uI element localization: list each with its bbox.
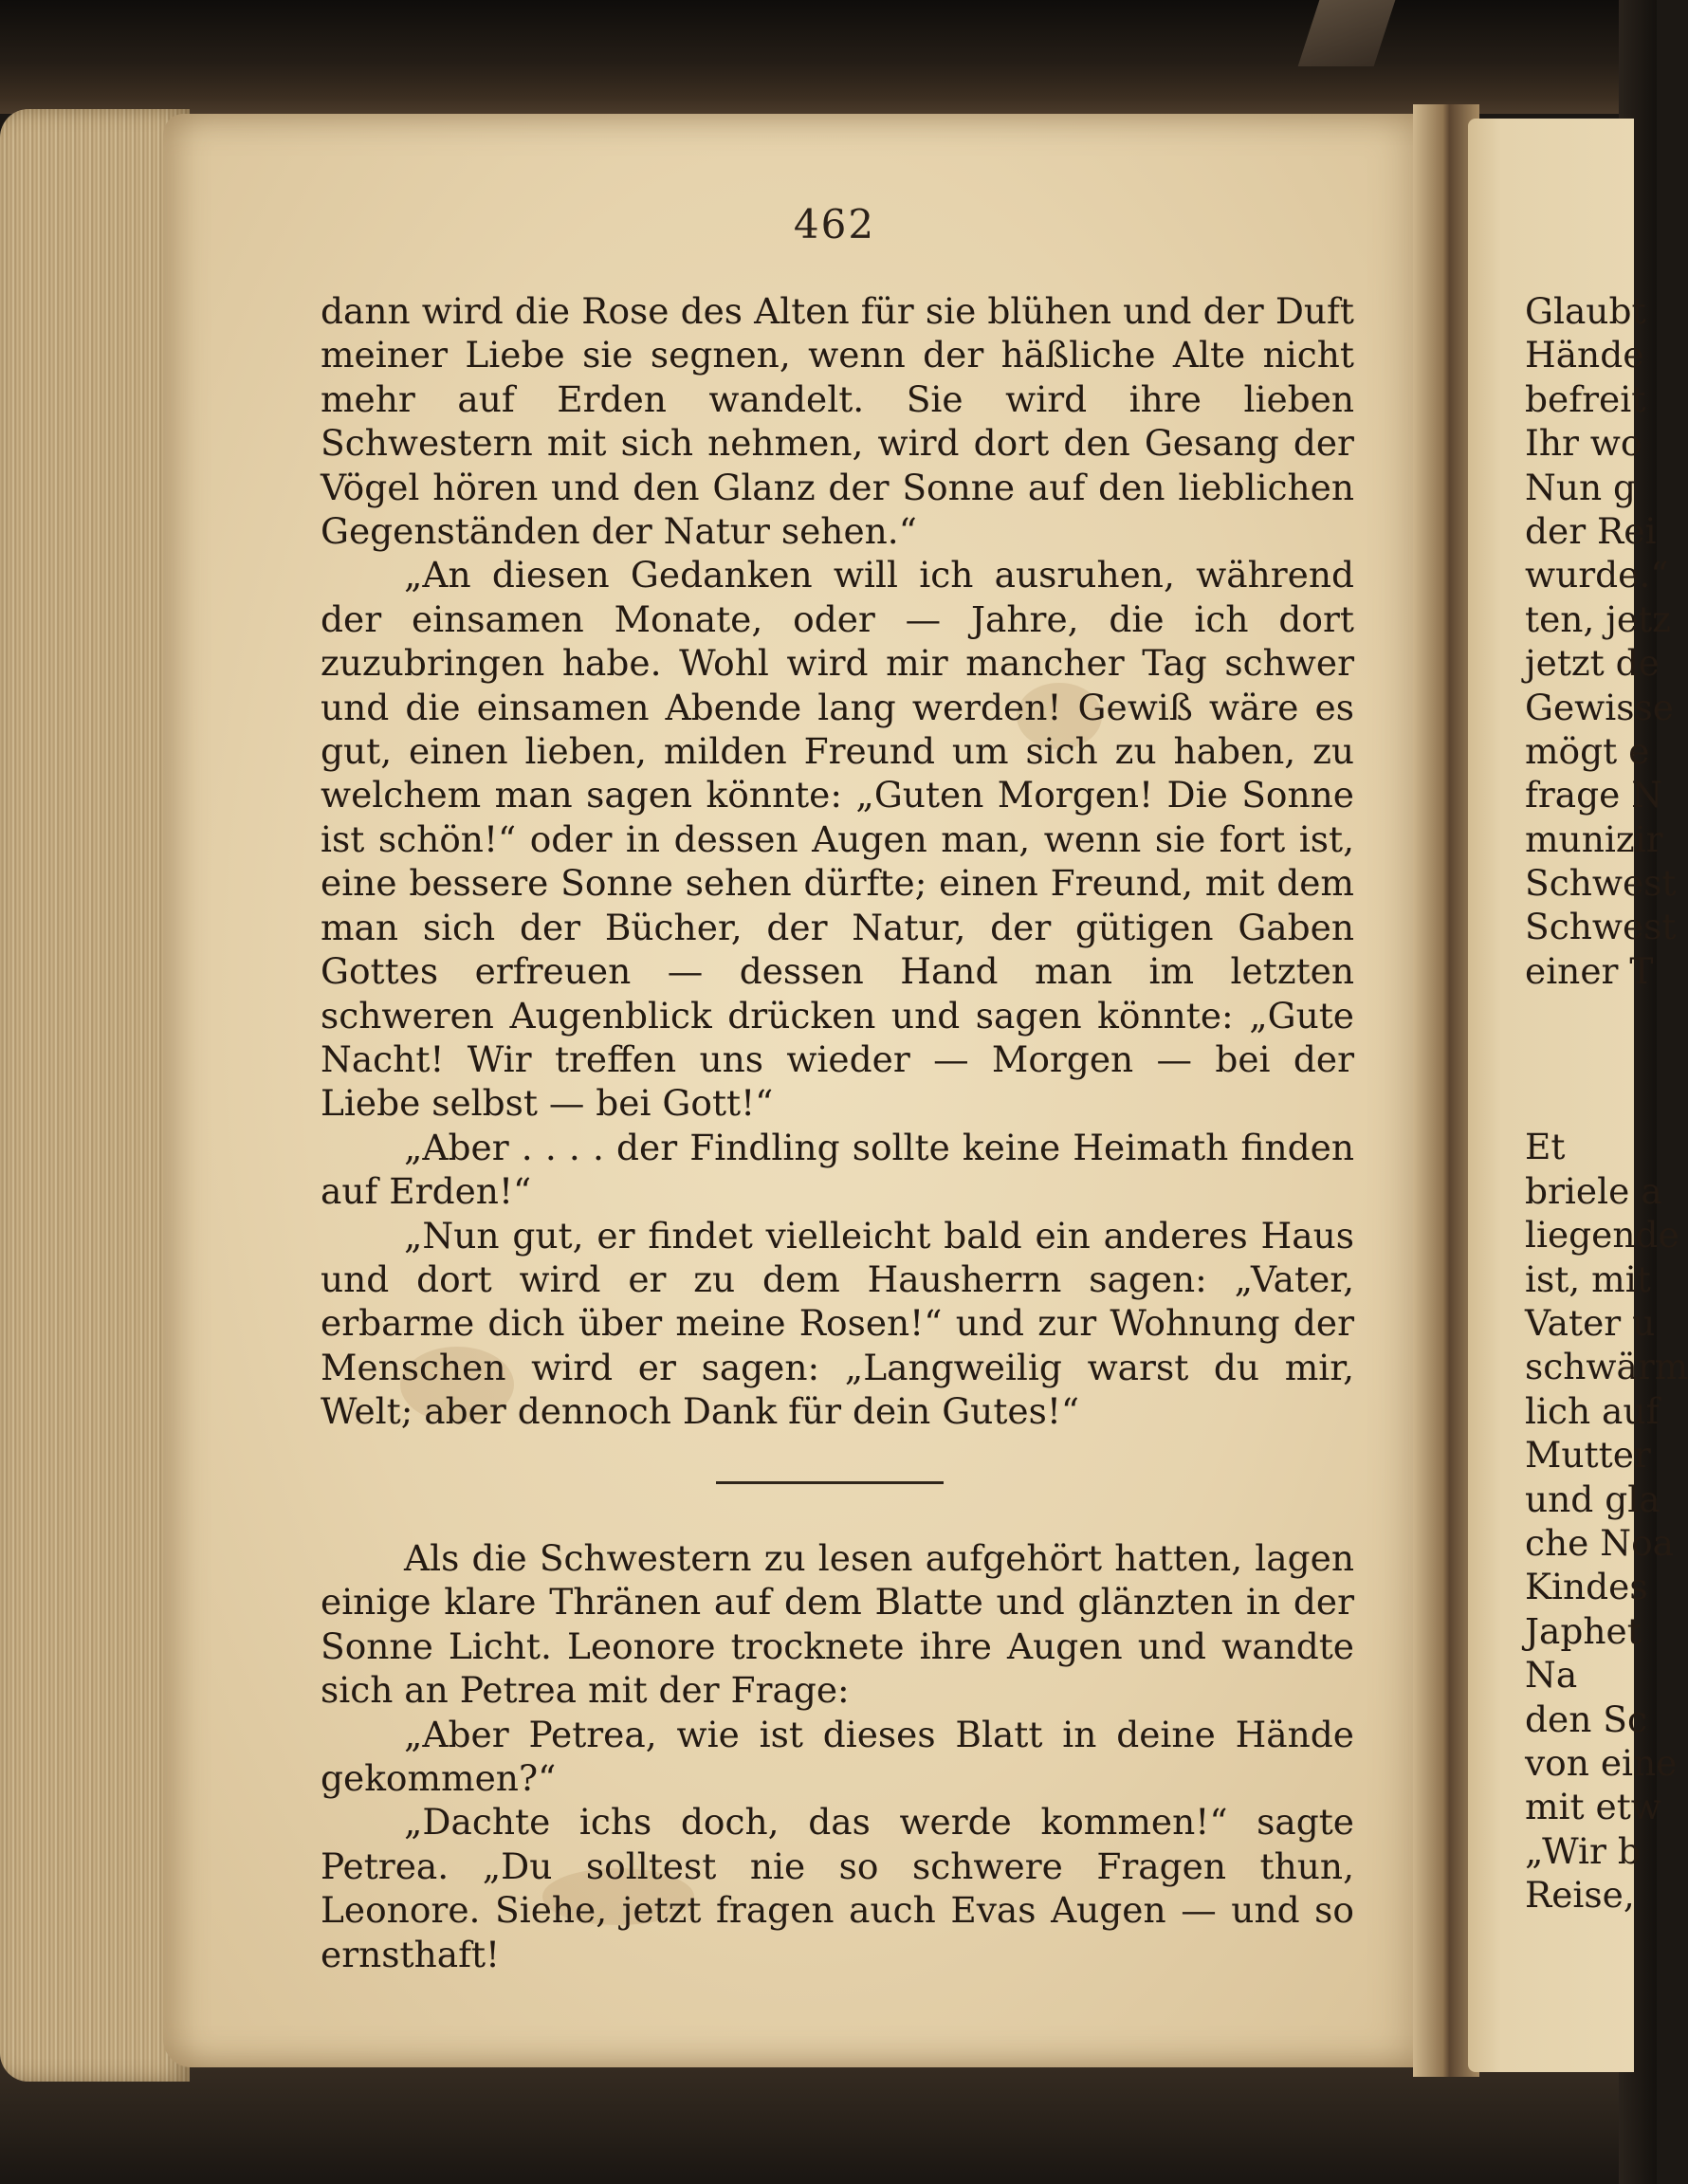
page-edges-stack xyxy=(0,109,190,2082)
facing-line: Et xyxy=(1525,1126,1566,1168)
book-bottom-edge xyxy=(0,2048,1657,2184)
facing-line: der Rei xyxy=(1525,509,1657,552)
facing-line: von eine xyxy=(1525,1741,1678,1784)
facing-line: Vater u xyxy=(1525,1301,1656,1344)
facing-line: briele a xyxy=(1525,1169,1662,1212)
facing-line: mögt e xyxy=(1525,729,1650,772)
facing-line: schwärm xyxy=(1525,1346,1688,1388)
paragraph: „An diesen Gedanken will ich ausruhen, während der einsamen Monate, oder — Jahre, die ich dort zuzubringen habe. Wohl wird mir mancher Tag schwer und die einsamen Abende lang werden! Gewiß wäre es gut, einen lieben, milden Freund um sich zu haben, zu welchem man sagen könnte: „Guten Morgen! Die Sonne ist schön!“ oder in dessen Augen man, wenn sie fort ist, eine bessere Sonne sehen dürfte; einen Freund, mit dem man sich der Bücher, der Natur, der gütigen Gaben Gottes erfreuen — dessen Hand man im letzten schweren Augenblick drücken und sagen könnte: „Gute Nacht! Wir treffen uns wieder — Morgen — bei der Liebe selbst — bei Gott!“ xyxy=(321,554,1354,1125)
facing-page-text xyxy=(1525,289,1688,1917)
facing-line: lich auf xyxy=(1525,1389,1660,1432)
paragraph: „Aber . . . . der Findling sollte keine Heimath finden auf Erden!“ xyxy=(321,1126,1354,1213)
facing-line: Mutter xyxy=(1525,1434,1651,1477)
facing-line: ist, mit xyxy=(1525,1257,1651,1300)
facing-line: liegende xyxy=(1525,1214,1679,1257)
facing-line: Na xyxy=(1525,1654,1578,1697)
facing-line: Reise, xyxy=(1525,1874,1635,1917)
facing-line: Kindes xyxy=(1525,1566,1648,1608)
facing-line: einer T xyxy=(1525,949,1654,992)
facing-line: Glaubt xyxy=(1525,290,1646,332)
page-body-text xyxy=(321,289,1354,1434)
paragraph: Als die Schwestern zu lesen aufgehört hatten, lagen einige klare Thränen auf dem Blatte und glänzten in der Sonne Licht. Leonore trocknete ihre Augen und wandte sich an Petrea mit der Frage: xyxy=(321,1537,1354,1712)
facing-line: mit etw xyxy=(1525,1786,1661,1828)
page-number: 462 xyxy=(793,201,876,248)
facing-line: frage N xyxy=(1525,774,1663,817)
book-cover-top xyxy=(0,0,1657,114)
facing-line: den Sc xyxy=(1525,1698,1647,1740)
paragraph: „Aber Petrea, wie ist dieses Blatt in deine Hände gekommen?“ xyxy=(321,1713,1354,1800)
facing-line: Schwest xyxy=(1525,862,1677,905)
section-divider-rule xyxy=(716,1481,944,1484)
facing-line: Nun g xyxy=(1525,466,1637,508)
facing-line: jetzt de xyxy=(1525,642,1660,685)
page-body-text-continued xyxy=(321,1536,1354,1976)
paragraph: „Nun gut, er findet vielleicht bald ein anderes Haus und dort wird er zu dem Hausherrn sagen: „Vater, erbarme dich über meine Rosen!“ und zur Wohnung der Menschen wird er sagen: „Langweilig warst du mir, Welt; aber dennoch Dank für dein Gutes!“ xyxy=(321,1214,1354,1433)
facing-line: Hände xyxy=(1525,334,1644,376)
facing-line: „Wir b xyxy=(1525,1829,1641,1872)
facing-line: Gewisse xyxy=(1525,686,1674,728)
paragraph: dann wird die Rose des Alten für sie blühen und der Duft meiner Liebe sie segnen, wenn der häßliche Alte nicht mehr auf Erden wandelt. Sie wird ihre lieben Schwestern mit sich nehmen, wird dort den Gesang der Vögel hören und den Glanz der Sonne auf den lieblichen Gegenständen der Natur sehen.“ xyxy=(321,290,1354,553)
facing-line: wurde.“ xyxy=(1525,554,1669,596)
facing-line xyxy=(1525,1081,1658,1125)
facing-line: che Noa xyxy=(1525,1521,1675,1564)
facing-line: und gla xyxy=(1525,1477,1660,1520)
facing-line: Ihr wo xyxy=(1525,422,1642,465)
facing-line: befreit xyxy=(1525,377,1646,420)
facing-line xyxy=(1525,1037,1658,1081)
facing-line: ten, jetz xyxy=(1525,597,1671,640)
facing-line: Schwest xyxy=(1525,906,1677,948)
facing-line: munizir xyxy=(1525,817,1663,860)
paragraph: „Dachte ichs doch, das werde kommen!“ sagte Petrea. „Du solltest nie so schwere Fragen thun, Leonore. Siehe, jetzt fragen auch Evas Augen — und so ernsthaft! xyxy=(321,1801,1354,1975)
facing-line: Japhet xyxy=(1525,1609,1642,1652)
facing-line xyxy=(1525,993,1658,1037)
